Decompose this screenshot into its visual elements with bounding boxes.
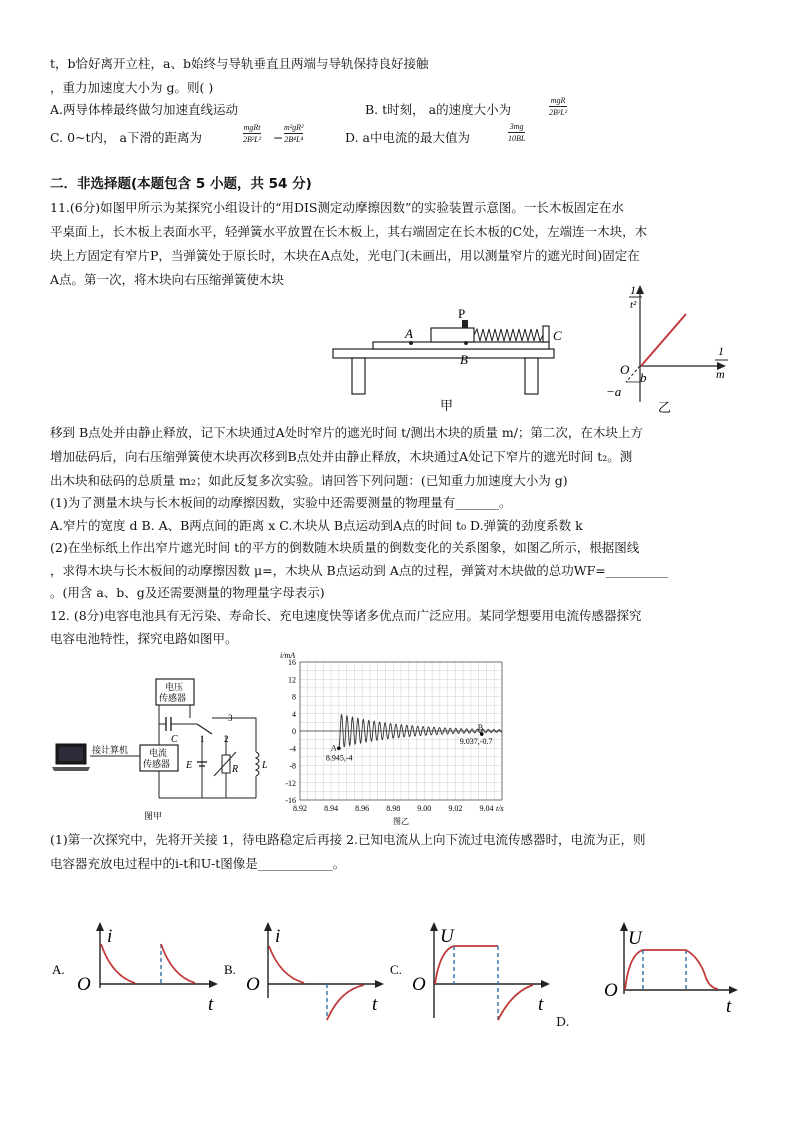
label-b: b [640,370,647,385]
current-sensor-label-1: 电流 [149,749,168,759]
y-tick-label: 16 [288,658,296,667]
fraction-numerator: mgRt [243,123,261,132]
q11-p5: 移到 B点处并由静止释放，记下木块通过A处时窄片的遮光时间 t/测出木块的质量 m/；第二次，在木块上方 [50,425,643,440]
curve-charge [435,946,454,984]
caption-yi: 乙 [658,401,672,416]
y-tick-label: 8 [292,692,296,702]
y-tick-label: -16 [285,796,296,805]
axis-o: O [412,974,426,995]
q10-option-c: C. 0~t内， a下滑的距离为 [50,130,202,145]
fraction-denominator: 2B⁴L⁴ [284,135,304,144]
q11-p12: 。(用含 a、b、g及还需要测量的物理量字母表示) [50,585,325,600]
x-axis-arrow [541,980,550,988]
label-l: L [262,760,268,771]
option-c-graph [388,918,563,1030]
label-1: 1 [200,734,205,744]
laptop-base [52,767,90,771]
annotation-label: A [330,743,337,753]
q10-option-c-minus: − [273,130,284,145]
q11-p7: 出木块和砝码的总质量 m₂；如此反复多次实验。请回答下列问题：(已知重力加速度大小为 g) [50,473,568,488]
x-axis-arrow [729,986,738,994]
label-p: P [458,306,466,321]
q10-line1: t，b恰好离开立柱，a、b始终与导轨垂直且两端与导轨保持良好接触 [50,56,429,71]
curve-charge [101,944,135,983]
q11-p1: 11.(6分)如图甲所示为某探究小组设计的“用DIS测定动摩擦因数”的实验装置示意图。一长木板固定在水 [50,200,624,215]
spring [474,329,543,341]
computer-label: 接计算机 [92,746,129,756]
axis-u: U [440,926,454,947]
switch-arm [197,724,212,734]
q11-p4: A点。第一次，将木块向右压缩弹簧使木块 [50,272,285,287]
q10-option-c-fraction-2 [284,123,303,144]
curve-discharge [161,944,195,983]
resistor [222,755,230,773]
label-3: 3 [228,713,233,723]
label-a: A [405,326,413,341]
q11-p10: (2)在坐标纸上作出窄片遮光时间 t的平方的倒数随木块质量的倒数变化的关系图象，如图乙所示，根据图线 [50,540,640,555]
long-board [373,342,549,349]
annotation-label: B [477,723,484,733]
q10-option-b: B. t时刻， a的速度大小为 [365,102,512,117]
label-minus-a: −a [606,384,622,399]
q10-option-a: A.两导体棒最终做匀加速直线运动 [50,102,239,117]
axis-u: U [628,928,642,949]
q10-option-d: D. a中电流的最大值为 [345,130,470,145]
wooden-block [431,328,474,342]
y-tick-label: 4 [292,709,296,719]
x-tick-label: 9.04 [479,804,494,813]
q12-p4: 电容器充放电过程中的i-t和U-t图像是____________。 [50,856,346,871]
fraction-numerator: m²gR² [284,123,304,132]
option-b-label: B. [224,962,236,977]
current-sensor-label-2: 传感器 [143,760,171,770]
x-tick-label: 9.02 [448,804,463,813]
axis-t: t [726,996,732,1017]
y-axis-arrow [96,922,104,931]
q11-p11: ，求得木块与长木板间的动摩擦因数 μ=，木块从 B点运动到 A点的过程，弹簧对木块做的总功WF=__________ [50,563,669,578]
fraction-denominator: 10BL [508,134,526,143]
curve-discharge [327,985,364,1020]
q12-circuit-figure [52,672,270,824]
curve-discharge [686,950,718,989]
y-label-num: 1 [630,283,636,297]
q11-p2: 平桌面上，长木板上表面水平，轻弹簧水平放置在长木板上，其右端固定在长木板的C处，左端连一木块，木 [50,224,648,239]
annotation-point [480,732,484,736]
graph-line [641,314,686,366]
x-tick-label: 8.98 [386,804,401,813]
point-a-dot [409,341,413,345]
option-c-label: C. [390,962,402,977]
label-c: C [171,734,178,745]
y-tick-label: 12 [288,675,296,685]
y-axis-label: i/mA [280,651,296,660]
label-2: 2 [224,734,229,744]
y-tick-label: -4 [289,744,296,754]
y-tick-label: -8 [289,761,296,771]
y-axis-arrow [264,922,272,931]
q11-p3: 块上方固定有窄片P，当弹簧处于原长时，木块在A点处，光电门(未画出，用以测量窄片的遮光时间)固定在 [50,248,640,263]
option-d-graph [596,918,746,1018]
voltage-sensor-label-1: 电压 [165,683,184,693]
q10-option-d-fraction [508,122,525,143]
q11-p8: (1)为了测量木块与长木板间的动摩擦因数，实验中还需要测量的物理量有_______。 [50,495,512,510]
annotation-point [337,746,341,750]
slit-p [462,320,468,328]
q10-option-b-fraction [549,96,567,117]
axis-o: O [604,980,618,1001]
q12-p3: (1)第一次探究中，先将开关接 1，待电路稳定后再接 2.已知电流从上向下流过电流传感器时，电流为正，则 [50,832,646,847]
option-a-label: A. [52,962,65,977]
q12-p1: 12. (8分)电容电池具有无污染、寿命长、充电速度快等诸多优点而广泛应用。某同学想要用电流传感器探究 [50,608,642,623]
axis-i: i [275,926,281,947]
q11-p9: A.窄片的宽度 d B. A、B两点间的距离 x C.木块从 B点运动到A点的时间 t₀ D.弹簧的劲度系数 k [50,518,583,533]
caption-tu-jia: 图甲 [144,812,163,822]
x-axis-arrow [375,980,384,988]
y-axis-arrow [430,922,438,931]
q10-option-c-fraction-1 [243,123,261,144]
q12-it-chart [268,648,508,826]
label-b: B [460,352,468,367]
curve-charge [269,946,304,983]
axis-t: t [538,994,544,1015]
curve-discharge [498,985,533,1020]
desk-top [333,349,554,358]
x-tick-label: 8.92 [293,804,307,813]
fixed-end-c [543,326,549,342]
curve-charge [625,950,643,990]
x-label-den: m [716,367,725,381]
fraction-numerator: mgR [550,96,566,105]
x-axis-label: t/s [496,804,504,813]
label-e: E [186,760,193,771]
x-tick-label: 8.96 [355,804,370,813]
wire [212,718,256,752]
option-d-label: D. [556,1014,570,1029]
desk-leg-left [352,358,365,394]
x-label-num: 1 [718,344,724,358]
option-a-graph [50,918,225,1023]
inductor [256,752,259,776]
x-tick-label: 9.00 [417,804,432,813]
origin-label: O [620,362,630,377]
option-b-graph [222,918,397,1023]
annotation-value: 8.945,-4 [325,753,353,763]
point-b-dot [464,341,468,345]
axis-o: O [246,974,260,995]
axis-o: O [77,974,91,995]
q11-graph-figure [596,282,746,417]
chart-caption: 图乙 [393,817,409,826]
section2-title: 二．非选择题(本题包含 5 小题，共 54 分) [50,176,312,192]
y-label-den: t² [630,299,637,311]
q11-apparatus-figure [325,302,575,414]
label-c: C [553,328,562,343]
fraction-denominator: 2B²L² [549,108,568,117]
x-tick-label: 8.94 [324,804,339,813]
annotation-value: 9.037,-0.7 [459,737,493,747]
q11-p6: 增加砝码后，向右压缩弹簧使木块再次移到B点处并由静止释放，木块通过A处记下窄片的遮光时间 t₂。测 [50,449,633,464]
voltage-sensor-label-2: 传感器 [159,694,187,704]
q12-p2: 电容电池特性，探究电路如图甲。 [50,631,238,646]
y-axis-arrow [620,922,628,931]
axis-i: i [107,926,113,947]
y-tick-label: -12 [285,778,296,788]
axis-t: t [372,994,378,1015]
q10-line2: ，重力加速度大小为 g。则( ) [50,80,214,95]
laptop-display [59,747,83,761]
y-tick-label: 0 [292,727,296,736]
fraction-denominator: 2B²L² [243,135,262,144]
desk-leg-right [525,358,538,394]
axis-t: t [208,994,214,1015]
y-axis-arrow [636,285,644,294]
x-axis-arrow [209,980,218,988]
fraction-numerator: 3mg [509,122,524,131]
caption-jia: 甲 [440,399,454,414]
label-r: R [232,764,239,775]
